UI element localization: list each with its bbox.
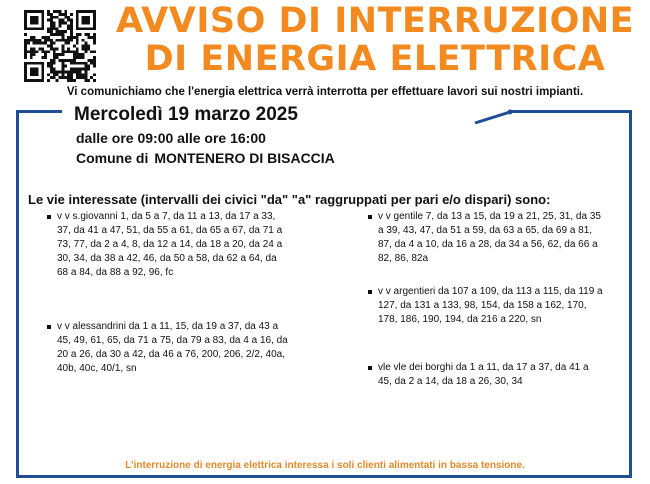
qr-code-icon	[24, 10, 96, 82]
title-line-2: DI ENERGIA ELETTRICA	[144, 39, 606, 79]
street-text: v v argentieri da 107 a 109, da 113 a 115, da 119 a 127, da 131 a 133, 98, 154, da 158 a 162, 170, 178, 186, 190, 194, da 216 a 220, sn	[378, 286, 603, 325]
street-text: v v s.giovanni 1, da 5 a 7, da 11 a 13, da 17 a 33, 37, da 41 a 47, 51, da 55 a 61, da 65 a 67, da 71 a 73, 77, da 2 a 4, 8, da 12 a 14, da 18 a 20, da 24 a 30, 34, da 38 a 42, 46, da 50 a 58, da 62 a 64, da 68 a 84, da 88 a 92, 96, fc	[57, 211, 283, 278]
street-item	[57, 320, 293, 376]
street-item	[378, 285, 608, 327]
frame-top-left-line	[16, 110, 62, 113]
bullet-icon	[368, 215, 372, 219]
street-item	[378, 210, 608, 266]
bullet-icon	[368, 290, 372, 294]
street-text: vle vle dei borghi da 1 a 11, da 17 a 37, da 41 a 45, da 2 a 14, da 18 a 26, 30, 34	[378, 362, 589, 387]
title-line-1: AVVISO DI INTERRUZIONE	[115, 1, 635, 41]
streets-intro: Le vie interessate (intervalli dei civici "da" "a" raggruppati per pari e/o dispari) sono:	[28, 192, 551, 207]
comune-label: Comune di	[76, 150, 149, 166]
street-item	[57, 210, 289, 280]
footer-note: L'interruzione di energia elettrica interessa i soli clienti alimentati in bassa tensione.	[125, 460, 525, 471]
interruption-hours: dalle ore 09:00 alle ore 16:00	[76, 130, 266, 146]
comune-name: MONTENERO DI BISACCIA	[154, 150, 335, 166]
frame-accent-line	[474, 108, 516, 124]
street-text: v v alessandrini da 1 a 11, 15, da 19 a 37, da 43 a 45, 49, 61, 65, da 71 a 75, da 79 a 83, da 4 a 16, da 20 a 26, da 30 a 42, da 46 a 76, 200, 206, 2/2, 40a, 40b, 40c, 40/1, sn	[57, 321, 288, 374]
bullet-icon	[368, 366, 372, 370]
bullet-icon	[47, 215, 51, 219]
comune-line	[76, 150, 335, 166]
intro-text: Vi comunichiamo che l'energia elettrica verrà interrotta per effettuare lavori sui nostri impianti.	[66, 86, 584, 98]
street-text: v v gentile 7, da 13 a 15, da 19 a 21, 25, 31, da 35 a 39, 43, 47, da 51 a 59, da 63 a 65, da 69 a 81, 87, da 4 a 10, da 16 a 28, da 34 a 56, 62, da 66 a 82, 86, 82a	[378, 211, 601, 264]
bullet-icon	[47, 325, 51, 329]
frame-top-right-line	[509, 110, 632, 113]
page-title	[100, 2, 650, 78]
street-item	[378, 361, 604, 389]
interruption-date: Mercoledì 19 marzo 2025	[74, 104, 298, 125]
